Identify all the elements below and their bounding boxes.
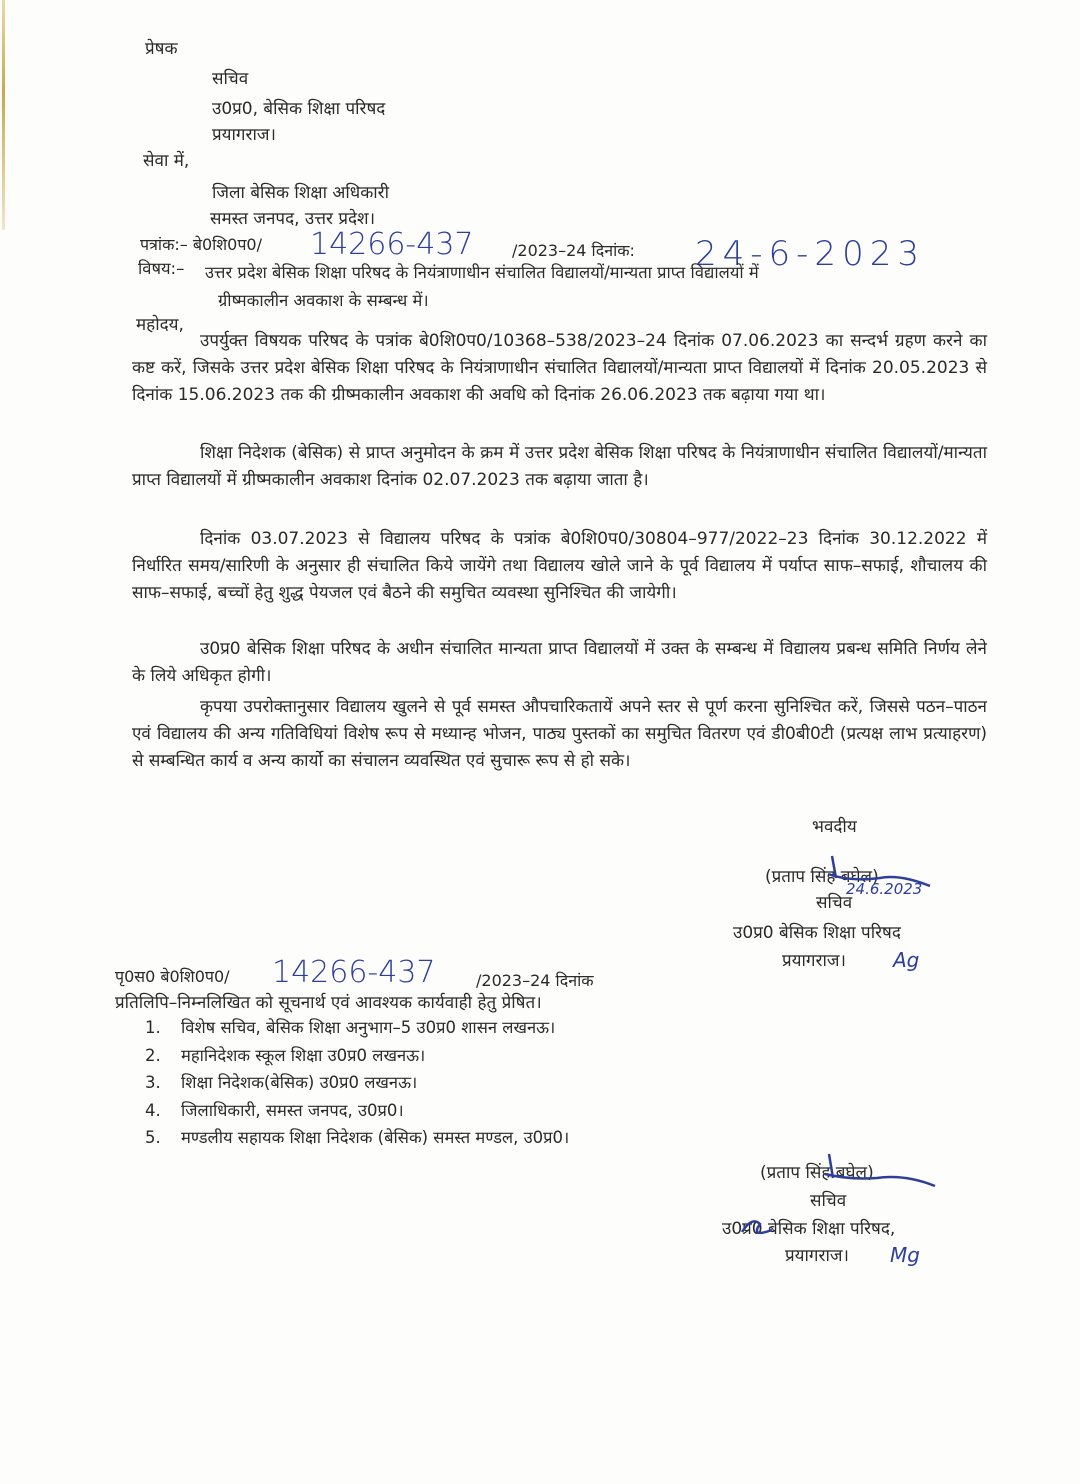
- copy-recipient-item: 2. महानिदेशक स्कूल शिक्षा उ0प्र0 लखनऊ।: [145, 1045, 426, 1065]
- signatory-org-2: उ0प्र0 बेसिक शिक्षा परिषद,: [722, 1219, 896, 1239]
- handwritten-signature-date: 24.6.2023: [846, 880, 923, 898]
- copy-intro: प्रतिलिपि–निम्नलिखित को सूचनार्थ एवं आवश्यक कार्यवाही हेतु प्रेषित।: [115, 993, 542, 1013]
- copy-recipient-item: 3. शिक्षा निदेशक(बेसिक) उ0प्र0 लखनऊ।: [145, 1073, 418, 1092]
- body-paragraph: उपर्युक्त विषयक परिषद के पत्रांक बे0शि0प0/10368–538/2023–24 दिनांक 07.06.2023 का सन्दर्भ ग्रहण करने का कष्ट करें, जिसके उत्तर प्रदेश बेसिक शिक्षा परिषद के नियंत्राणाधीन संचालित विद्यालयों/मान्यता प्राप्त विद्यालयों में दिनांक 20.05.2023 से दिनांक 15.06.2023 तक की ग्रीष्मकालीन अवकाश की अवधि को दिनांक 26.06.2023 तक बढ़ाया गया था।: [132, 331, 987, 405]
- body-paragraph: दिनांक 03.07.2023 से विद्यालय परिषद के पत्रांक बे0शि0प0/30804–977/2022–23 दिनांक 30.12.2022 में निर्धारित समय/सारिणी के अनुसार ही संचालित किये जायेंगे तथा विद्यालय खोले जाने के पूर्व विद्यालय में पर्याप्त साफ–सफाई, शौचालय की साफ–सफाई, बच्चों हेतु शुद्ध पेयजल एवं बैठने की समुचित व्यवस्था सुनिश्चित की जायेगी।: [132, 529, 987, 603]
- salutation: महोदय,: [136, 315, 184, 335]
- body-paragraph: उ0प्र0 बेसिक शिक्षा परिषद के अधीन संचालित मान्यता प्राप्त विद्यालयों में उक्त के सम्बन्ध में विद्यालय प्रबन्ध समिति निर्णय लेने के लिये अधिकृत होगी।: [132, 639, 987, 686]
- copy-recipient-item: 1. विशेष सचिव, बेसिक शिक्षा अनुभाग–5 उ0प्र0 शासन लखनऊ।: [145, 1018, 556, 1037]
- signatory-designation: सचिव: [816, 893, 853, 913]
- handwritten-initials: Ag: [893, 948, 920, 972]
- body-paragraph: शिक्षा निदेशक (बेसिक) से प्राप्त अनुमोदन के क्रम में उत्तर प्रदेश बेसिक शिक्षा परिषद के नियंत्राणाधीन संचालित विद्यालयों/मान्यता प्राप्त विद्यालयों में ग्रीष्मकालीन अवकाश दिनांक 02.07.2023 तक बढ़ाया जाता है।: [132, 443, 987, 490]
- copy-recipient-item: 5. मण्डलीय सहायक शिक्षा निदेशक (बेसिक) समस्त मण्डल, उ0प्र0।: [145, 1128, 570, 1147]
- signatory-name: (प्रताप सिंह बघेल): [765, 867, 879, 887]
- sender-line: सचिव: [212, 69, 249, 89]
- handwritten-letter-number: 14266-437: [310, 227, 474, 262]
- sender-line: उ0प्र0, बेसिक शिक्षा परिषद: [212, 99, 386, 119]
- signatory-name-2: (प्रताप सिंह बघेल): [760, 1163, 874, 1183]
- signatory-city: प्रयागराज।: [782, 951, 846, 971]
- copy-recipient-list: [145, 1014, 569, 1152]
- recipient-label: सेवा में,: [143, 151, 190, 171]
- sender-line: प्रयागराज।: [212, 125, 276, 145]
- reference-year-date-label: /2023–24 दिनांक:: [512, 241, 635, 260]
- signatory-city-2: प्रयागराज।: [785, 1246, 849, 1266]
- handwritten-initials-2: Mg: [890, 1243, 920, 1267]
- subject-label: विषय:–: [138, 259, 185, 278]
- sender-label: प्रेषक: [145, 39, 178, 59]
- copy-ref-label: पृ0स0 बे0शि0प0/: [115, 967, 230, 986]
- initial-mark-icon: [738, 1212, 778, 1242]
- handwritten-copy-number: 14266-437: [272, 955, 436, 990]
- handwritten-date: 24-6-2023: [695, 234, 925, 274]
- signature-scribble-icon: [820, 852, 950, 902]
- signatory-org: उ0प्र0 बेसिक शिक्षा परिषद: [733, 923, 901, 943]
- recipient-line: समस्त जनपद, उत्तर प्रदेश।: [210, 209, 376, 229]
- recipient-line: जिला बेसिक शिक्षा अधिकारी: [212, 183, 390, 203]
- subject-line: ग्रीष्मकालीन अवकाश के सम्बन्ध में।: [218, 291, 429, 310]
- subject-line: उत्तर प्रदेश बेसिक शिक्षा परिषद के नियंत्राणाधीन संचालित विद्यालयों/मान्यता प्राप्त विद्यालयों में: [205, 263, 759, 282]
- signatory-designation-2: सचिव: [810, 1191, 847, 1211]
- signature-scribble-2-icon: [815, 1150, 945, 1200]
- reference-label: पत्रांक:– बे0शि0प0/: [140, 235, 263, 254]
- copy-recipient-item: 4. जिलाधिकारी, समस्त जनपद, उ0प्र0।: [145, 1100, 404, 1120]
- valediction: भवदीय: [812, 817, 857, 837]
- copy-year-label: /2023–24 दिनांक: [476, 971, 594, 990]
- body-paragraph: कृपया उपरोक्तानुसार विद्यालय खुलने से पूर्व समस्त औपचारिकतायें अपने स्तर से पूर्ण करना सुनिश्चित करें, जिससे पठन–पाठन एवं विद्यालय की अन्य गतिविधियां विशेष रूप से मध्यान्ह भोजन, पाठ्य पुस्तकों का समुचित वितरण एवं डी0बी0टी (प्रत्यक्ष लाभ प्रत्याहरण) से सम्बन्धित कार्य व अन्य कार्यो का संचालन व्यवस्थित एवं सुचारू रूप से हो सके।: [132, 697, 987, 771]
